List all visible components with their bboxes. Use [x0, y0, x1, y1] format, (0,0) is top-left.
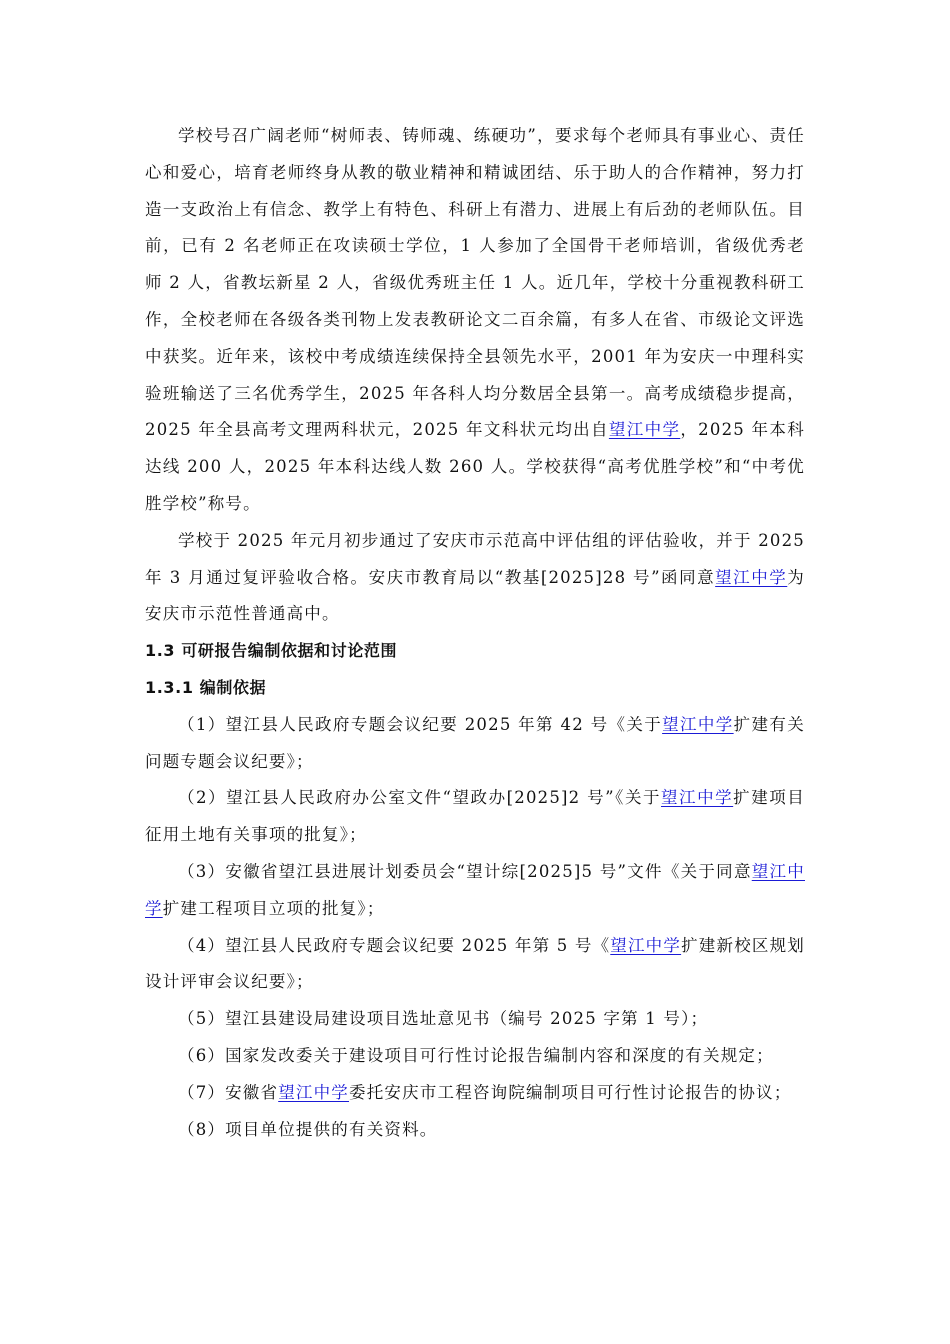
- item-text: （5）望江县建设局建设项目选址意见书（编号 2025 字第 1 号）；: [178, 1009, 709, 1029]
- item-text: 扩建有关问题专题会议纪要》；: [145, 714, 805, 771]
- item-text: （6）国家发改委关于建设项目可行性讨论报告编制内容和深度的有关规定；: [178, 1045, 774, 1065]
- paragraph-text: 学校于 2025 年元月初步通过了安庆市示范高中评估组的评估验收，并于 2025 年 3 月通过复评验收合格。安庆市教育局以“教基[2025]28 号”函同意: [145, 530, 805, 587]
- school-link[interactable]: 望江中学: [145, 861, 805, 918]
- paragraph-text: 为安庆市示范性普通高中。: [145, 567, 805, 624]
- item-text: （7）安徽省: [178, 1082, 279, 1102]
- item-text: （1）望江县人民政府专题会议纪要 2025 年第 42 号《关于: [178, 714, 663, 734]
- basis-item-5: [145, 1001, 805, 1038]
- basis-item-4: [145, 928, 805, 1002]
- item-text: （3）安徽省望江县进展计划委员会“望计综[2025]5 号”文件《关于同意: [178, 861, 752, 881]
- paragraph-text: ，2025 年本科达线 200 人，2025 年本科达线人数 260 人。学校获得“高考优胜学校”和“中考优胜学校”称号。: [145, 420, 805, 513]
- paragraph-accreditation: [145, 523, 805, 633]
- basis-item-3: [145, 854, 805, 928]
- basis-item-7: [145, 1075, 805, 1112]
- item-text: 扩建新校区规划设计评审会议纪要》；: [145, 935, 805, 992]
- paragraph-teachers: [145, 118, 805, 523]
- paragraph-text: 学校号召广阔老师“树师表、铸师魂、练硬功”，要求每个老师具有事业心、责任心和爱心，培育老师终身从教的敬业精神和精诚团结、乐于助人的合作精神，努力打造一支政治上有信念、教学上有特色、科研上有潜力、进展上有后劲的老师队伍。目前，已有 2 名老师正在攻读硕士学位，1 人参加了全国骨干老师培训，省级优秀老师 2 人，省教坛新星 2 人，省级优秀班主任 1 人。近几年，学校十分重视教科研工作，全校老师在各级各类刊物上发表教研论文二百余篇，有多人在省、市级论文评选中获奖。近年来，该校中考成绩连续保持全县领先水平，2001 年为安庆一中理科实验班输送了三名优秀学生，2025 年各科人均分数居全县第一。高考成绩稳步提高，2025 年全县高考文理两科状元，2025 年文科状元均出自: [145, 126, 805, 440]
- school-link[interactable]: 望江中学: [610, 935, 682, 955]
- section-heading-1-3: 1.3 可研报告编制依据和讨论范围: [145, 641, 398, 661]
- item-text: （2）望江县人民政府办公室文件“望政办[2025]2 号”《关于: [178, 788, 662, 808]
- item-text: （8）项目单位提供的有关资料。: [178, 1119, 438, 1139]
- school-link[interactable]: 望江中学: [278, 1082, 350, 1102]
- basis-item-1: [145, 707, 805, 781]
- document-body: [145, 118, 805, 1148]
- basis-item-6: [145, 1038, 805, 1075]
- school-link[interactable]: 望江中学: [662, 714, 734, 734]
- section-heading-1-3-1: 1.3.1 编制依据: [145, 677, 267, 697]
- basis-item-2: [145, 780, 805, 854]
- item-text: 扩建项目征用土地有关事项的批复》；: [145, 788, 805, 845]
- item-text: 扩建工程项目立项的批复》；: [162, 898, 385, 918]
- school-link[interactable]: 望江中学: [608, 420, 681, 440]
- school-link[interactable]: 望江中学: [661, 788, 734, 808]
- basis-item-8: [145, 1112, 805, 1149]
- item-text: （4）望江县人民政府专题会议纪要 2025 年第 5 号《: [178, 935, 611, 955]
- school-link[interactable]: 望江中学: [715, 567, 788, 587]
- item-text: 委托安庆市工程咨询院编制项目可行性讨论报告的协议；: [349, 1082, 792, 1102]
